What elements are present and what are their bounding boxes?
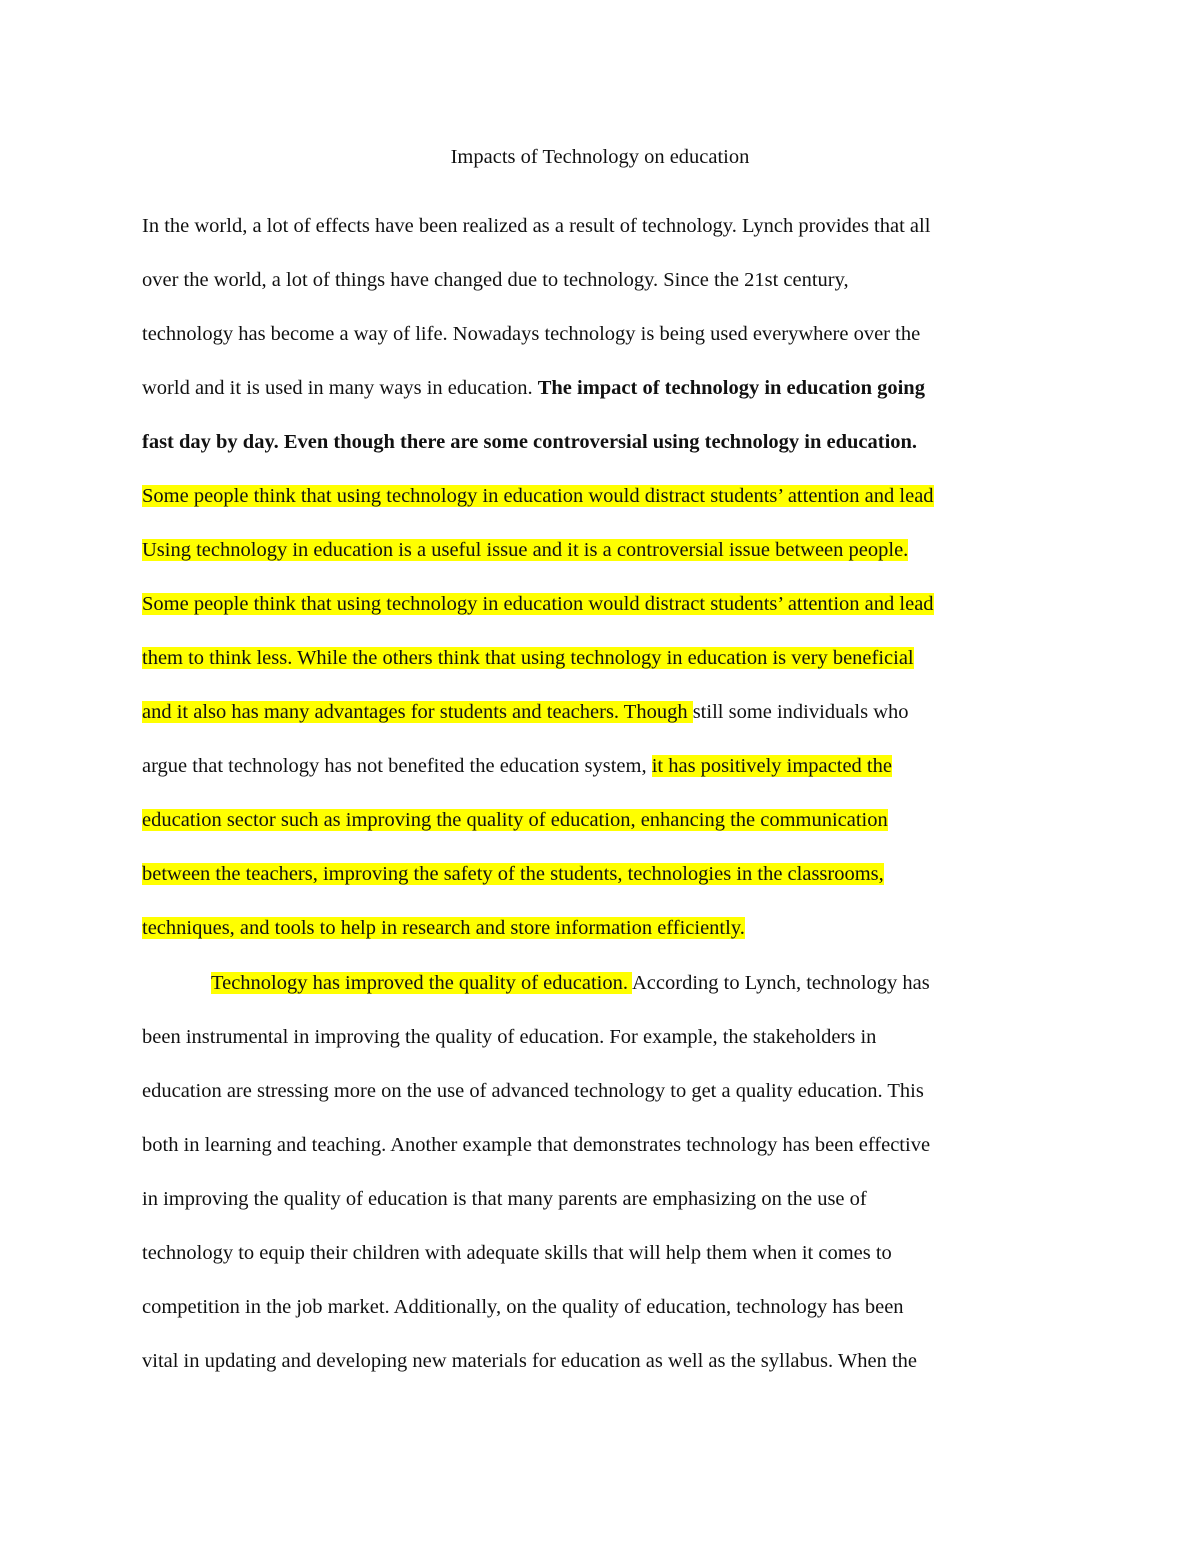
text-segment: technology has become a way of life. Nowadays technology is being used everywhere over the	[142, 323, 921, 345]
text-segment: still some individuals who	[692, 701, 909, 723]
text-line	[142, 913, 1058, 943]
text-line	[142, 1346, 1058, 1376]
text-segment: both in learning and teaching. Another example that demonstrates technology has been effective	[142, 1134, 931, 1156]
highlighted-text-segment: Using technology in education is a useful issue and it is a controversial issue between people.	[142, 539, 909, 561]
text-line	[142, 968, 1058, 998]
document-title: Impacts of Technology on education	[450, 146, 750, 168]
text-line	[142, 373, 1058, 403]
text-segment: In the world, a lot of effects have been realized as a result of technology. Lynch provides that all	[142, 215, 931, 237]
text-segment: over the world, a lot of things have changed due to technology. Since the 21st century,	[142, 269, 849, 291]
highlighted-text-segment: them to think less. While the others think that using technology in education is very beneficial	[142, 647, 914, 669]
text-segment: technology to equip their children with adequate skills that will help them when it comes to	[142, 1242, 892, 1264]
text-line	[142, 1184, 1058, 1214]
text-line	[142, 265, 1058, 295]
text-line	[142, 1238, 1058, 1268]
text-line	[142, 427, 1058, 457]
text-segment: vital in updating and developing new materials for education as well as the syllabus. When the	[142, 1350, 917, 1372]
text-line	[142, 1022, 1058, 1052]
text-segment: competition in the job market. Additionally, on the quality of education, technology has been	[142, 1296, 904, 1318]
text-segment: education are stressing more on the use of advanced technology to get a quality education. This	[142, 1080, 924, 1102]
text-line	[142, 319, 1058, 349]
text-line	[142, 805, 1058, 835]
highlighted-text-segment: between the teachers, improving the safety of the students, technologies in the classrooms,	[142, 863, 884, 885]
text-segment: in improving the quality of education is that many parents are emphasizing on the use of	[142, 1188, 867, 1210]
text-line	[142, 211, 1058, 241]
text-line	[142, 481, 1058, 511]
text-segment: According to Lynch, technology has	[632, 972, 930, 994]
bold-text-segment: The impact of technology in education going	[537, 377, 925, 399]
text-line	[142, 1076, 1058, 1106]
text-line	[142, 1130, 1058, 1160]
highlighted-text-segment: and it also has many advantages for students and teachers. Though	[142, 701, 693, 723]
text-segment: world and it is used in many ways in education.	[142, 377, 538, 399]
text-line	[142, 643, 1058, 673]
highlighted-text-segment: it has positively impacted the	[651, 755, 892, 777]
bold-text-segment: fast day by day. Even though there are some controversial using technology in education.	[142, 431, 918, 453]
text-line	[142, 589, 1058, 619]
highlighted-text-segment: Some people think that using technology in education would distract students’ attention and lead	[142, 485, 934, 507]
text-line	[142, 535, 1058, 565]
text-line	[142, 697, 1058, 727]
text-segment: been instrumental in improving the quality of education. For example, the stakeholders in	[142, 1026, 877, 1048]
text-line	[142, 751, 1058, 781]
text-segment: argue that technology has not benefited the education system,	[142, 755, 652, 777]
highlighted-text-segment: Technology has improved the quality of education.	[211, 972, 632, 994]
text-line	[142, 1292, 1058, 1322]
highlighted-text-segment: education sector such as improving the quality of education, enhancing the communication	[142, 809, 888, 831]
highlighted-text-segment: techniques, and tools to help in research and store information efficiently.	[142, 917, 745, 939]
text-line	[142, 859, 1058, 889]
highlighted-text-segment: Some people think that using technology in education would distract students’ attention and lead	[142, 593, 934, 615]
